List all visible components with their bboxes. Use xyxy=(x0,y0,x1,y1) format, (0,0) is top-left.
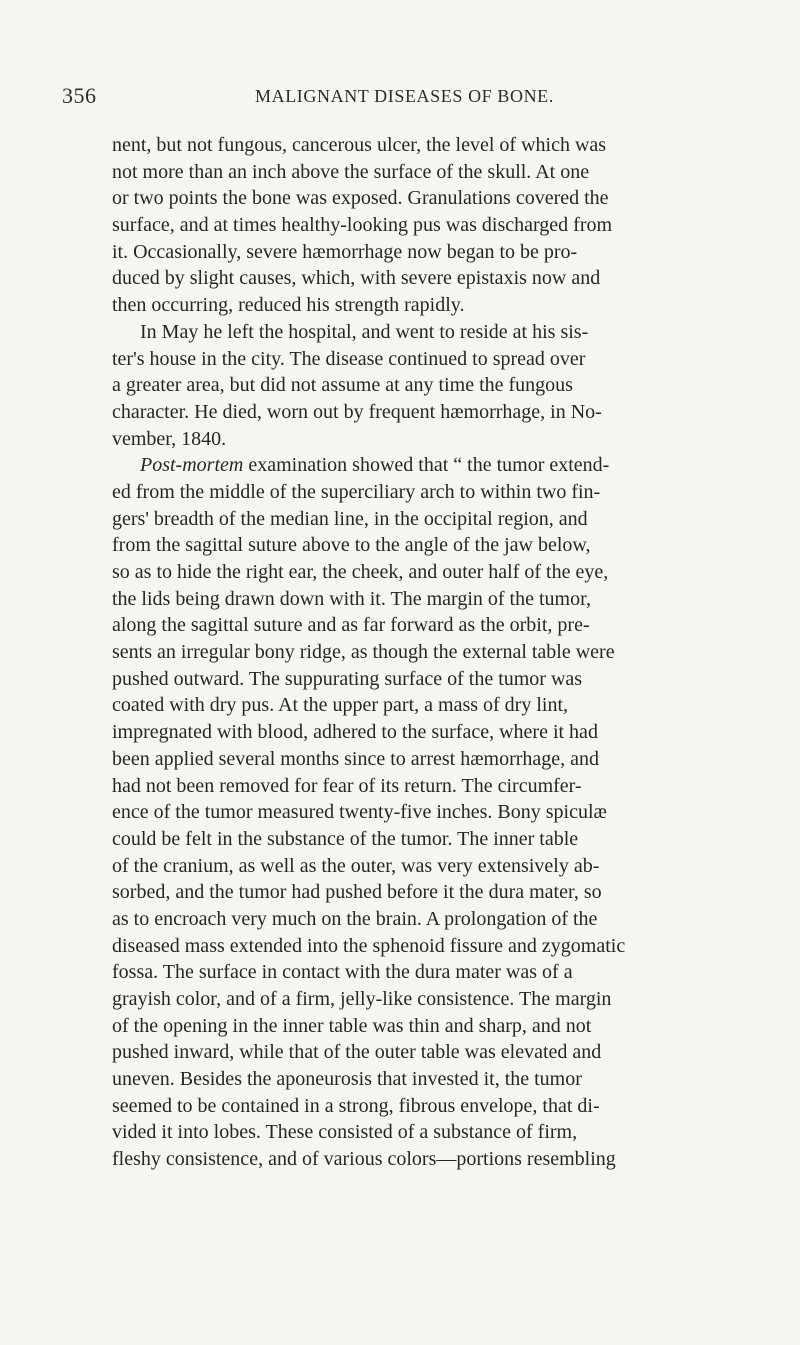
running-title: MALIGNANT DISEASES OF BONE. xyxy=(255,86,554,106)
text-line: from the sagittal suture above to the angle of the jaw below, xyxy=(112,534,591,557)
text-line: vember, 1840. xyxy=(112,427,227,450)
text-line: character. He died, worn out by frequent hæmorrhage, in No- xyxy=(112,400,602,423)
text-line: or two points the bone was exposed. Granulations covered the xyxy=(112,187,609,210)
body-text xyxy=(112,132,712,1173)
text-line: so as to hide the right ear, the cheek, and outer half of the eye, xyxy=(112,561,609,583)
text-line: of the cranium, as well as the outer, was very extensively ab- xyxy=(112,854,600,877)
text-fragment: examination showed that “ the tumor extend- xyxy=(243,454,610,477)
text-line: then occurring, reduced his strength rapidly. xyxy=(112,294,465,317)
text-line: it. Occasionally, severe hæmorrhage now began to be pro- xyxy=(112,240,578,263)
text-line: coated with dry pus. At the upper part, a mass of dry lint, xyxy=(112,694,569,717)
text-line: ence of the tumor measured twenty-five inches. Bony spiculæ xyxy=(112,801,607,824)
text-line: along the sagittal suture and as far forward as the orbit, pre- xyxy=(112,614,590,637)
text-line: could be felt in the substance of the tumor. The inner table xyxy=(112,827,579,850)
text-line: a greater area, but did not assume at any time the fungous xyxy=(112,374,573,397)
text-line: sents an irregular bony ridge, as though the external table were xyxy=(112,641,615,664)
text-line: not more than an inch above the surface of the skull. At one xyxy=(112,160,590,183)
text-line: fleshy consistence, and of various colors—portions resembling xyxy=(112,1148,616,1171)
text-line: sorbed, and the tumor had pushed before it the dura mater, so xyxy=(112,881,602,904)
text-line: surface, and at times healthy-looking pus was discharged from xyxy=(112,214,613,237)
text-line: grayish color, and of a firm, jelly-like consistence. The margin xyxy=(112,988,612,1010)
page-number: 356 xyxy=(62,83,97,108)
text-line: pushed outward. The suppurating surface of the tumor was xyxy=(112,667,583,690)
text-line: fossa. The surface in contact with the dura mater was of a xyxy=(112,961,573,984)
text-line: impregnated with blood, adhered to the surface, where it had xyxy=(112,721,598,744)
text-line: gers' breadth of the median line, in the occipital region, and xyxy=(112,507,588,530)
text-line: ed from the middle of the superciliary arch to within two fin- xyxy=(112,480,601,503)
text-line: vided it into lobes. These consisted of a substance of firm, xyxy=(112,1121,578,1144)
text-line: been applied several months since to arrest hæmorrhage, and xyxy=(112,747,600,770)
text-line: nent, but not fungous, cancerous ulcer, the level of which was xyxy=(112,134,607,156)
paragraph-start-line xyxy=(112,452,712,479)
text-line: uneven. Besides the aponeurosis that invested it, the tumor xyxy=(112,1068,582,1091)
text-line: of the opening in the inner table was thin and sharp, and not xyxy=(112,1014,592,1037)
text-line: pushed inward, while that of the outer table was elevated and xyxy=(112,1041,602,1064)
text-line: the lids being drawn down with it. The margin of the tumor, xyxy=(112,587,591,610)
paragraph-start-line: In May he left the hospital, and went to reside at his sis- xyxy=(140,320,589,343)
text-line: duced by slight causes, which, with severe epistaxis now and xyxy=(112,267,601,290)
text-line: seemed to be contained in a strong, fibrous envelope, that di- xyxy=(112,1094,600,1117)
text-line: diseased mass extended into the sphenoid fissure and zygomatic xyxy=(112,934,626,957)
running-header xyxy=(62,76,742,108)
text-line: ter's house in the city. The disease continued to spread over xyxy=(112,347,586,370)
text-line: had not been removed for fear of its return. The circumfer- xyxy=(112,774,582,797)
text-line: as to encroach very much on the brain. A prolongation of the xyxy=(112,907,598,930)
italic-term: Post-mortem xyxy=(140,454,244,477)
